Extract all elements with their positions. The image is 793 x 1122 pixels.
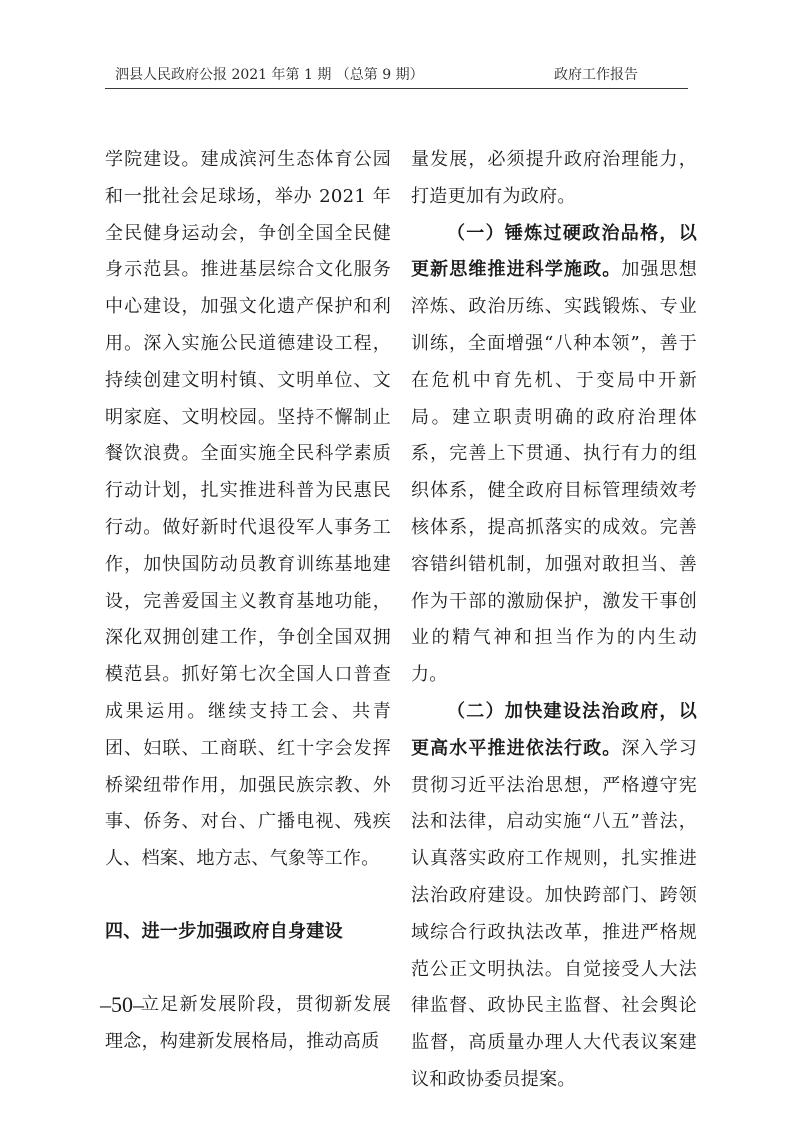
section-heading: 四、进一步加强政府自身建设	[105, 920, 343, 942]
header-section: 政府工作报告	[554, 67, 638, 83]
subheading: （二）加快建设法治政府，以更高水平推进依法行政。	[411, 700, 697, 759]
right-column	[411, 142, 697, 1099]
paragraph-text: 加强思想淬炼、政治历练、实践锻炼、专业训练，全面增强“八种本领”，善于在危机中育先机、于变局中开新局。建立职责明确的政府治理体系，完善上下贯通、执行有力的组织体系，健全政府目标管理绩效考核体系，提高抓落实的成效。完善容错纠错机制，加强对敢担当、善作为干部的激励保护，激发干事创业的精气神和担当作为的内生动力。	[411, 259, 697, 686]
paragraph: 学院建设。建成滨河生态体育公园和一批社会足球场，举办 2021 年全民健身运动会，争创全国全民健身示范县。推进基层综合文化服务中心建设，加强文化遗产保护和利用。深入实施公民道德建设工程，持续创建文明村镇、文明单位、文明家庭、文明校园。坚持不懈制止餐饮浪费。全面实施全民科学素质行动计划，扎实推进科普为民惠民行动。做好新时代退役军人事务工作，加快国防动员教育训练基地建设，完善爱国主义教育基地功能，深化双拥创建工作，争创全国双拥模范县。抓好第七次全国人口普查成果运用。继续支持工会、共青团、妇联、工商联、红十字会发挥桥梁纽带作用，加强民族宗教、外事、侨务、对台、广播电视、残疾人、档案、地方志、气象等工作。	[105, 149, 391, 870]
left-column	[105, 142, 391, 1060]
paragraph	[411, 694, 697, 1099]
paragraph	[411, 216, 697, 694]
paragraph: 量发展，必须提升政府治理能力，打造更加有为政府。	[411, 149, 697, 207]
header-publication: 泗县人民政府公报 2021 年第 1 期 （总第 9 期）	[115, 67, 424, 83]
running-header	[105, 58, 688, 89]
page-number: –50–	[100, 992, 144, 1017]
paragraph: 立足新发展阶段，贯彻新发展理念，构建新发展格局，推动高质	[105, 993, 391, 1052]
paragraph-text: 深入学习贯彻习近平法治思想，严格遵守宪法和法律，启动实施“八五”普法，认真落实政府工作规则，扎实推进法治政府建设。加快跨部门、跨领域综合行政执法改革，推进严格规范公正文明执法。自觉接受人大法律监督、政协民主监督、社会舆论监督，高质量办理人大代表议案建议和政协委员提案。	[411, 737, 697, 1090]
subheading: （一）锤炼过硬政治品格，以更新思维推进科学施政。	[411, 222, 697, 281]
